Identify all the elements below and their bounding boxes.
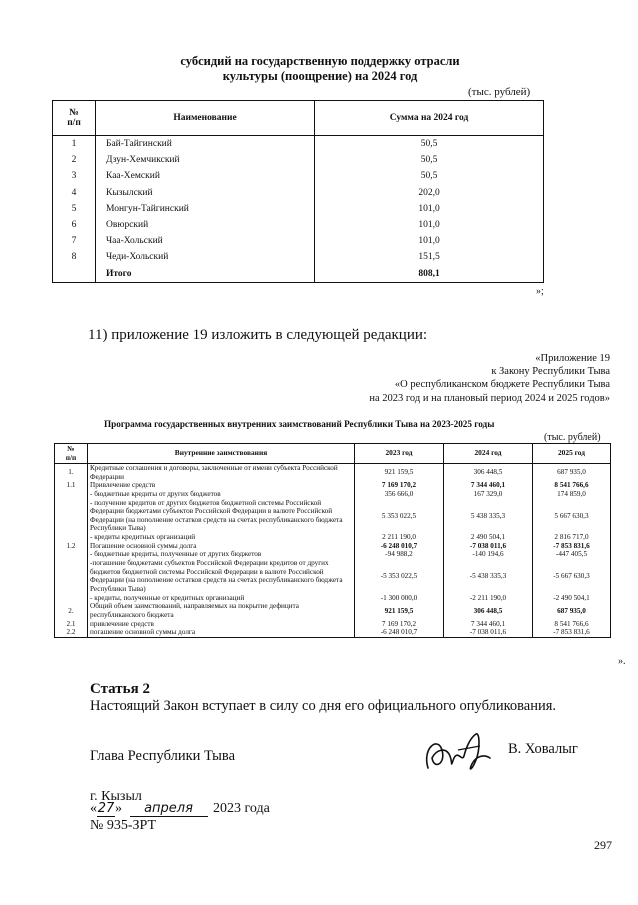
t2-2023-header: 2023 год — [355, 444, 444, 464]
subsidy-cell-name: Чеди-Хольский — [96, 249, 315, 265]
borrowing-cell-y2024: -2 211 190,0 — [444, 594, 533, 603]
t2-num-header-text: № п/п — [65, 443, 77, 462]
subsidy-cell-name: Дзун-Хемчикский — [96, 152, 315, 168]
signature-position: Глава Республики Тыва — [90, 748, 236, 764]
date-open-quote: « — [90, 801, 97, 816]
borrowing-row — [55, 628, 611, 637]
subsidy-cell-name: Чаа-Хольский — [96, 233, 315, 249]
subsidy-cell-sum: 202,0 — [315, 185, 544, 201]
borrowing-cell-name: привлечение средств — [88, 620, 355, 629]
borrowing-row — [55, 550, 611, 559]
borrowing-cell-y2025: -2 490 504,1 — [533, 594, 611, 603]
subsidy-cell-sum: 50,5 — [315, 136, 544, 153]
borrowing-cell-y2025: 174 859,0 — [533, 490, 611, 499]
subsidy-cell-n: 2 — [53, 152, 96, 168]
borrowing-cell-y2024: -5 438 335,3 — [444, 559, 533, 594]
borrowing-row — [55, 620, 611, 629]
subsidy-table — [52, 100, 544, 283]
borrowing-cell-y2025: 687 935,0 — [533, 602, 611, 619]
close-quote-2: ». — [618, 656, 626, 667]
subsidy-cell-name: Овюрский — [96, 217, 315, 233]
borrowing-cell-name: - кредиты, полученные от кредитных организаций — [88, 594, 355, 603]
subsidy-cell-name: Каа-Хемский — [96, 168, 315, 184]
col-name-header: Наименование — [96, 101, 315, 136]
date-month: апреля — [130, 801, 208, 817]
borrowing-cell-y2024: 167 329,0 — [444, 490, 533, 499]
subsidy-cell-sum: 101,0 — [315, 201, 544, 217]
signature-name: В. Ховалыг — [508, 741, 578, 757]
appendix-line1: «Приложение 19 — [535, 353, 610, 364]
borrowing-cell-name: - бюджетные кредиты, полученные от других бюджетов — [88, 550, 355, 559]
borrowing-row — [55, 533, 611, 542]
borrowing-cell-name: -погашение бюджетами субъектов Российской Федерации кредитов от других бюджетов бюджетной системы Российской Федерации в валюте Российской Федерации (на пополнение остатков средств на счетах республиканского бюджета Республики Тыва) — [88, 559, 355, 594]
borrowing-cell-y2023: 356 666,0 — [355, 490, 444, 499]
subsidy-cell-n: 7 — [53, 233, 96, 249]
borrowing-row — [55, 542, 611, 551]
borrowing-cell-y2025: -7 853 831,6 — [533, 542, 611, 551]
borrowing-cell-y2024: 5 438 335,3 — [444, 499, 533, 534]
borrowing-cell-y2023: -6 248 010,7 — [355, 628, 444, 637]
borrowing-cell-y2024: 7 344 460,1 — [444, 620, 533, 629]
article-text: Настоящий Закон вступает в силу со дня его официального опубликования. — [90, 698, 557, 714]
subsidy-cell-n — [53, 266, 96, 283]
subsidy-row — [53, 201, 544, 217]
borrowing-cell-y2024: -140 194,6 — [444, 550, 533, 559]
signature-city: г. Кызыл — [90, 789, 142, 804]
borrowing-cell-name: Погашение основной суммы долга — [88, 542, 355, 551]
subsidy-title-line1: субсидий на государственную поддержку отрасли — [180, 54, 460, 68]
law-number: № 935-ЗРТ — [90, 818, 157, 833]
borrowing-cell-y2023: 7 169 170,2 — [355, 481, 444, 490]
borrowing-cell-y2023: 5 353 022,5 — [355, 499, 444, 534]
borrowing-row — [55, 602, 611, 619]
borrowing-cell-y2024: -7 038 011,6 — [444, 542, 533, 551]
t2-2024-header: 2024 год — [444, 444, 533, 464]
col-sum-header: Сумма на 2024 год — [315, 101, 544, 136]
subsidy-cell-name: Бай-Тайгинский — [96, 136, 315, 153]
subsidy-title — [100, 54, 540, 84]
borrowing-cell-n — [55, 594, 88, 603]
borrowing-cell-n — [55, 559, 88, 594]
subsidy-cell-sum: 151,5 — [315, 249, 544, 265]
borrowing-cell-n — [55, 550, 88, 559]
subsidy-cell-sum: 101,0 — [315, 217, 544, 233]
borrowing-cell-y2023: 921 159,5 — [355, 602, 444, 619]
date-year: 2023 года — [213, 801, 270, 816]
borrowing-cell-y2025: -447 405,5 — [533, 550, 611, 559]
borrowing-cell-y2023: 2 211 190,0 — [355, 533, 444, 542]
borrowing-cell-y2025: 2 816 717,0 — [533, 533, 611, 542]
borrowing-cell-y2023: -1 300 000,0 — [355, 594, 444, 603]
appendix-line2: к Закону Республики Тыва — [491, 366, 610, 378]
borrowing-cell-y2024: 7 344 460,1 — [444, 481, 533, 490]
subsidy-cell-n: 6 — [53, 217, 96, 233]
units-label-2: (тыс. рублей) — [544, 432, 601, 443]
subsidy-row — [53, 136, 544, 153]
appendix-header — [280, 352, 610, 405]
subsidy-row — [53, 168, 544, 184]
appendix-line4: на 2023 год и на плановый период 2024 и 2025 годов» — [369, 392, 610, 404]
borrowing-cell-y2025: -7 853 831,6 — [533, 628, 611, 637]
borrowing-cell-y2025: 8 541 766,6 — [533, 620, 611, 629]
borrowing-cell-name: Общий объем заимствований, направляемых на покрытие дефицита республиканского бюджета — [88, 602, 355, 619]
article-title: Статья 2 — [90, 681, 150, 697]
subsidy-row — [53, 266, 544, 283]
borrowing-cell-y2023: -5 353 022,5 — [355, 559, 444, 594]
borrowing-cell-name: погашение основной суммы долга — [88, 628, 355, 637]
borrowing-cell-y2024: 306 448,5 — [444, 464, 533, 482]
subsidy-cell-name: Кызылский — [96, 185, 315, 201]
subsidy-cell-sum: 808,1 — [315, 266, 544, 283]
col-num-header — [53, 101, 96, 136]
borrowing-cell-name: - кредиты кредитных организаций — [88, 533, 355, 542]
borrowing-cell-name: - бюджетные кредиты от других бюджетов — [88, 490, 355, 499]
signature-image — [420, 728, 500, 778]
item-11: 11) приложение 19 изложить в следующей редакции: — [88, 327, 428, 343]
borrowing-cell-n: 1. — [55, 464, 88, 482]
appendix-line3: «О республиканском бюджете Республики Тыва — [394, 379, 610, 391]
subsidy-cell-name: Итого — [96, 266, 315, 283]
subsidy-cell-n: 5 — [53, 201, 96, 217]
subsidy-cell-n: 4 — [53, 185, 96, 201]
subsidy-cell-n: 8 — [53, 249, 96, 265]
t2-2025-header: 2025 год — [533, 444, 611, 464]
subsidy-row — [53, 233, 544, 249]
units-label-1: (тыс. рублей) — [468, 86, 531, 98]
subsidy-cell-sum: 50,5 — [315, 168, 544, 184]
borrowing-cell-name: - получение кредитов от других бюджетов бюджетной системы Российской Федерации бюджетами субъектов Российской Федерации в валюте Российской Федерации (на пополнение остатков средств на счетах республиканского бюджета Республики Тыва) — [88, 499, 355, 534]
borrowing-cell-n — [55, 499, 88, 534]
borrowing-cell-n — [55, 490, 88, 499]
subsidy-cell-name: Монгун-Тайгинский — [96, 201, 315, 217]
subsidy-cell-n: 3 — [53, 168, 96, 184]
borrowing-table — [54, 443, 611, 638]
program-title: Программа государственных внутренних заимствований Республики Тыва на 2023-2025 годы — [104, 419, 495, 429]
borrowing-cell-name: Кредитные соглашения и договоры, заключенные от имени субъекта Российской Федерации — [88, 464, 355, 482]
t2-num-header — [55, 444, 88, 464]
subsidy-title-line2: культуры (поощрение) на 2024 год — [222, 69, 418, 83]
borrowing-cell-y2023: 921 159,5 — [355, 464, 444, 482]
borrowing-cell-name: Привлечение средств — [88, 481, 355, 490]
page-number: 297 — [594, 838, 612, 852]
borrowing-cell-y2025: 5 667 630,3 — [533, 499, 611, 534]
subsidy-row — [53, 249, 544, 265]
borrowing-cell-n — [55, 533, 88, 542]
borrowing-cell-y2025: -5 667 630,3 — [533, 559, 611, 594]
signature-date — [90, 801, 270, 817]
borrowing-row — [55, 464, 611, 482]
subsidy-cell-sum: 50,5 — [315, 152, 544, 168]
borrowing-cell-n: 2.1 — [55, 620, 88, 629]
subsidy-row — [53, 185, 544, 201]
borrowing-cell-n: 2. — [55, 602, 88, 619]
borrowing-cell-y2023: -6 248 010,7 — [355, 542, 444, 551]
subsidy-row — [53, 152, 544, 168]
borrowing-cell-y2024: -7 038 011,6 — [444, 628, 533, 637]
borrowing-cell-y2025: 687 935,0 — [533, 464, 611, 482]
borrowing-cell-n: 1.1 — [55, 481, 88, 490]
borrowing-cell-y2024: 2 490 504,1 — [444, 533, 533, 542]
borrowing-cell-y2023: 7 169 170,2 — [355, 620, 444, 629]
t2-name-header: Внутренние заимствования — [88, 444, 355, 464]
subsidy-cell-sum: 101,0 — [315, 233, 544, 249]
borrowing-row — [55, 481, 611, 490]
close-quote-1: »; — [536, 286, 544, 297]
borrowing-row — [55, 594, 611, 603]
borrowing-cell-y2023: -94 988,2 — [355, 550, 444, 559]
subsidy-cell-n: 1 — [53, 136, 96, 153]
borrowing-row — [55, 559, 611, 594]
date-day: 27 — [97, 801, 115, 816]
borrowing-cell-y2025: 8 541 766,6 — [533, 481, 611, 490]
col-num-header-text: № п/п — [67, 108, 81, 128]
borrowing-cell-n: 1.2 — [55, 542, 88, 551]
date-close-quote: » — [115, 801, 122, 816]
borrowing-row — [55, 490, 611, 499]
borrowing-cell-n: 2.2 — [55, 628, 88, 637]
subsidy-row — [53, 217, 544, 233]
borrowing-cell-y2024: 306 448,5 — [444, 602, 533, 619]
borrowing-row — [55, 499, 611, 534]
